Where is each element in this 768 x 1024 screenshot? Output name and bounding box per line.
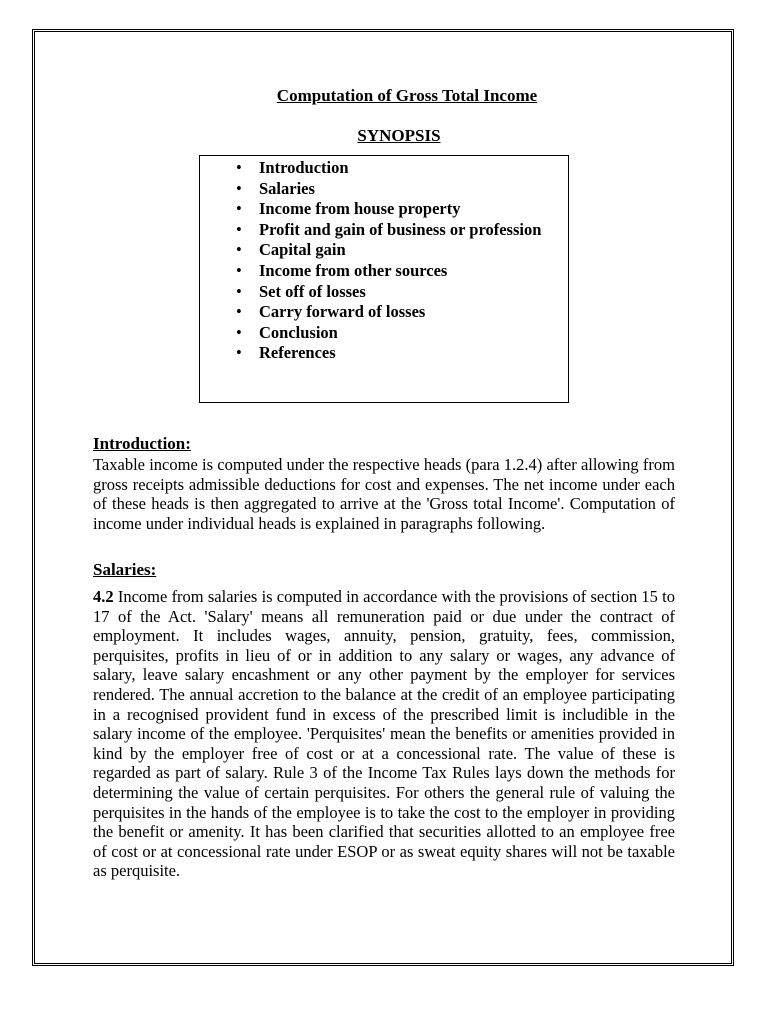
synopsis-item-capital-gain: • Capital gain	[236, 240, 562, 261]
document-title: Computation of Gross Total Income	[276, 86, 538, 105]
synopsis-item-conclusion: • Conclusion	[236, 323, 562, 344]
synopsis-item-carry-forward-losses: • Carry forward of losses	[236, 302, 562, 323]
synopsis-list	[236, 158, 562, 364]
synopsis-item-house-property: • Income from house property	[236, 199, 562, 220]
paragraph-number: 4.2	[93, 587, 114, 606]
synopsis-item-introduction: • Introduction	[236, 158, 562, 179]
synopsis-box	[199, 155, 569, 403]
synopsis-item-set-off-losses: • Set off of losses	[236, 282, 562, 303]
salaries-heading: Salaries:	[93, 560, 157, 579]
synopsis-item-business-profession: • Profit and gain of business or profession	[236, 220, 562, 241]
synopsis-item-other-sources: • Income from other sources	[236, 261, 562, 282]
introduction-heading: Introduction:	[93, 434, 191, 453]
salaries-paragraph	[93, 587, 675, 881]
salaries-text: Income from salaries is computed in accordance with the provisions of section 15 to 17 of the Act. 'Salary' means all remuneration paid or due under the contract of employment. It includes wages, annuity, pension, gratuity, fees, commission, perquisites, profits in lieu of or in addition to any salary or wages, any advance of salary, leave salary encashment or any other payment by the employer for services rendered. The annual accretion to the balance at the credit of an employee participating in a recognised provident fund in excess of the prescribed limit is includible in the salary income of the employee. 'Perquisites' mean the benefits or amenities provided in kind by the employer free of cost or at a concessional rate. The value of these is regarded as part of salary. Rule 3 of the Income Tax Rules lays down the methods for determining the value of certain perquisites. For others the general rule of valuing the perquisites in the hands of the employee is to take the cost to the employer in providing the benefit or amenity. It has been clarified that securities allotted to an employee free of cost or at concessional rate under ESOP or as sweat equity shares will not be taxable as perquisite.	[93, 587, 675, 881]
introduction-paragraph: Taxable income is computed under the respective heads (para 1.2.4) after allowing from gross receipts admissible deductions for cost and expenses. The net income under each of these heads is then aggregated to arrive at the 'Gross total Income'. Computation of income under individual heads is explained in paragraphs following.	[93, 455, 675, 533]
synopsis-heading: SYNOPSIS	[357, 126, 441, 145]
synopsis-item-references: • References	[236, 343, 562, 364]
synopsis-item-salaries: • Salaries	[236, 179, 562, 200]
